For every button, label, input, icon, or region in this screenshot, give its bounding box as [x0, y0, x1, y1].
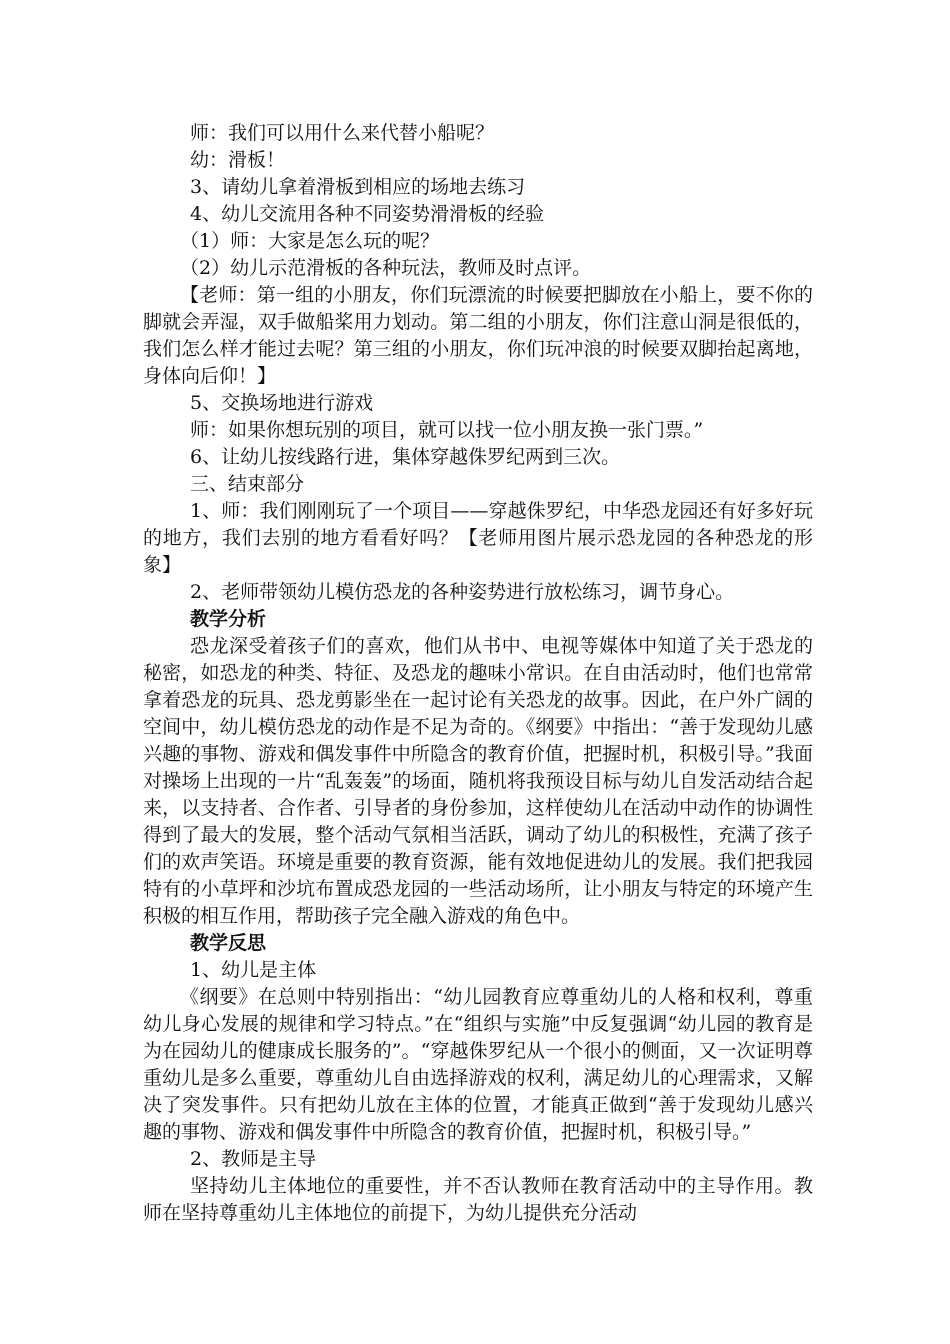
dialogue-line: 师：我们可以用什么来代替小船呢？: [190, 122, 495, 144]
analysis-paragraph: 恐龙深受着孩子们的喜欢，他们从书中、电视等媒体中知道了关于恐龙的秘密，如恐龙的种类、特征、及恐龙的趣味小常识。在自由活动时，他们也常常拿着恐龙的玩具、恐龙剪影坐在一起讨论有关恐龙的故事。因此，在户外广阔的空间中，幼儿模仿恐龙的动作是不足为奇的。《纲要》中指出：“善于发现幼儿感兴趣的事物、游戏和偶发事件中所隐含的教育价值，把握时机，积极引导。”我面对操场上出现的一片“乱轰轰”的场面，随机将我预设目标与幼儿自发活动结合起来，以支持者、合作者、引导者的身份参加，这样使幼儿在活动中动作的协调性得到了最大的发展，整个活动气氛相当活跃，调动了幼儿的积极性，充满了孩子们的欢声笑语。环境是重要的教育资源，能有效地促进幼儿的发展。我们把我园特有的小草坪和沙坑布置成恐龙园的一些活动场所，让小朋友与特定的环境产生积极的相互作用，帮助孩子完全融入游戏的角色中。: [143, 635, 813, 927]
document-body: [143, 120, 813, 1227]
sub-step-item: （2）幼儿示范滑板的各种玩法，教师及时点评。: [180, 257, 592, 279]
dialogue-line: 幼：滑板！: [190, 149, 286, 171]
step-item: 4、幼儿交流用各种不同姿势滑滑板的经验: [190, 203, 545, 225]
sub-step-item: （1）师：大家是怎么玩的呢？: [180, 230, 440, 252]
reflection-subtitle: 1、幼儿是主体: [190, 959, 317, 981]
teacher-note-paragraph: 【老师：第一组的小朋友，你们玩漂流的时候要把脚放在小船上，要不你的脚就会弄湿，双手做船桨用力划动。第二组的小朋友，你们注意山洞是很低的，我们怎么样才能过去呢？第三组的小朋友，你们玩冲浪的时候要双脚抬起离地，身体向后仰！】: [143, 284, 813, 387]
section-heading-reflection: 教学反思: [190, 932, 267, 954]
section-heading-analysis: 教学分析: [190, 608, 267, 630]
dialogue-line: 师：如果你想玩别的项目，就可以找一位小朋友换一张门票。”: [190, 419, 704, 441]
reflection-subtitle: 2、教师是主导: [190, 1148, 317, 1170]
step-item: 2、老师带领幼儿模仿恐龙的各种姿势进行放松练习，调节身心。: [190, 581, 735, 603]
section-title: 三、结束部分: [190, 473, 305, 495]
reflection-paragraph: 坚持幼儿主体地位的重要性，并不否认教师在教育活动中的主导作用。教师在坚持尊重幼儿主体地位的前提下，为幼儿提供充分活动: [143, 1175, 813, 1224]
step-item: 6、让幼儿按线路行进，集体穿越侏罗纪两到三次。: [190, 446, 621, 468]
step-item: 5、交换场地进行游戏: [190, 392, 374, 414]
step-item: 1、师：我们刚刚玩了一个项目——穿越侏罗纪，中华恐龙园还有好多好玩的地方，我们去别的地方看看好吗？【老师用图片展示恐龙园的各种恐龙的形象】: [143, 500, 813, 576]
reflection-paragraph: 《纲要》在总则中特别指出：“幼儿园教育应尊重幼儿的人格和权利，尊重幼儿身心发展的规律和学习特点。”在“组织与实施”中反复强调“幼儿园的教育是为在园幼儿的健康成长服务的”。“穿越侏罗纪从一个很小的侧面，又一次证明尊重幼儿是多么重要，尊重幼儿自由选择游戏的权利，满足幼儿的心理需求，又解决了突发事件。只有把幼儿放在主体的位置，才能真正做到“善于发现幼儿感兴趣的事物、游戏和偶发事件中所隐含的教育价值，把握时机，积极引导。”: [143, 986, 813, 1143]
step-item: 3、请幼儿拿着滑板到相应的场地去练习: [190, 176, 526, 198]
